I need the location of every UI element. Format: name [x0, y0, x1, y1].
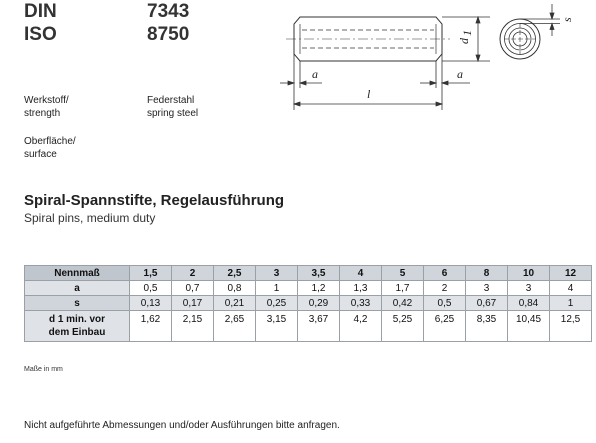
table-cell: 5,25: [382, 311, 424, 342]
header-cell: 8: [466, 266, 508, 281]
footer-note: Nicht aufgeführte Abmessungen und/oder Ausführungen bitte anfragen.: [24, 420, 340, 431]
header-cell: 4: [340, 266, 382, 281]
din-number: 7343: [147, 1, 190, 22]
header-cell: 12: [550, 266, 592, 281]
header-cell: 3: [256, 266, 298, 281]
surface-label-de: Oberfläche/: [24, 136, 76, 147]
s-label: s: [560, 17, 574, 22]
table-cell: 3,67: [298, 311, 340, 342]
material-label-en: strength: [24, 108, 61, 119]
table-cell: 3,15: [256, 311, 298, 342]
din-label: DIN: [24, 1, 57, 22]
table-row: [25, 296, 592, 311]
table-cell: 4: [550, 281, 592, 296]
table-cell: 1,7: [382, 281, 424, 296]
length-label: l: [367, 87, 371, 101]
header-cell: 1,5: [130, 266, 172, 281]
surface-label-en: surface: [24, 149, 57, 160]
a-label-left: a: [312, 67, 318, 81]
table-cell: 2,15: [172, 311, 214, 342]
table-row: [25, 311, 592, 342]
row-label-d1-line1: d 1 min. vor: [48, 314, 106, 325]
table-cell: 3: [466, 281, 508, 296]
pin-side-view: [286, 17, 450, 61]
table-cell: 8,35: [466, 311, 508, 342]
dimensions-table: [24, 265, 592, 342]
table-cell: 0,67: [466, 296, 508, 311]
table-cell: 1,2: [298, 281, 340, 296]
row-label-s: s: [25, 296, 130, 311]
product-subtitle: Spiral pins, medium duty: [24, 211, 156, 225]
table-cell: 0,25: [256, 296, 298, 311]
row-label-a: a: [25, 281, 130, 296]
table-cell: 6,25: [424, 311, 466, 342]
table-cell: 0,8: [214, 281, 256, 296]
table-cell: 3: [508, 281, 550, 296]
table-cell: 1: [256, 281, 298, 296]
table-cell: 0,5: [424, 296, 466, 311]
d1-label: d: [457, 38, 471, 44]
table-cell: 2,65: [214, 311, 256, 342]
technical-drawing: [0, 0, 596, 120]
table-cell: 0,21: [214, 296, 256, 311]
table-cell: 0,29: [298, 296, 340, 311]
header-cell: 10: [508, 266, 550, 281]
header-label-cell: Nennmaß: [25, 266, 130, 281]
table-cell: 10,45: [508, 311, 550, 342]
header-cell: 2: [172, 266, 214, 281]
row-label-d1-line2: dem Einbau: [48, 327, 106, 338]
units-note: Maße in mm: [24, 366, 63, 373]
table-cell: 12,5: [550, 311, 592, 342]
table-cell: 0,7: [172, 281, 214, 296]
table-cell: 0,33: [340, 296, 382, 311]
table-cell: 1,62: [130, 311, 172, 342]
header-cell: 5: [382, 266, 424, 281]
table-cell: 4,2: [340, 311, 382, 342]
table-cell: 2: [424, 281, 466, 296]
iso-label: ISO: [24, 24, 57, 45]
a-dimension-right: [420, 54, 470, 110]
d1-subscript: 1: [460, 30, 474, 36]
table-row: [25, 281, 592, 296]
table-cell: 0,84: [508, 296, 550, 311]
table-cell: 1: [550, 296, 592, 311]
a-label-right: a: [457, 67, 463, 81]
material-value-de: Federstahl: [147, 95, 195, 106]
product-title: Spiral-Spannstifte, Regelausführung: [24, 192, 285, 209]
iso-number: 8750: [147, 24, 190, 45]
header-cell: 3,5: [298, 266, 340, 281]
table-cell: 0,42: [382, 296, 424, 311]
table-cell: 0,5: [130, 281, 172, 296]
material-label-de: Werkstoff/: [24, 95, 69, 106]
table-cell: 0,17: [172, 296, 214, 311]
header-cell: 2,5: [214, 266, 256, 281]
header-cell: 6: [424, 266, 466, 281]
table-header-row: [25, 266, 592, 281]
material-value-en: spring steel: [147, 108, 199, 119]
table-cell: 0,13: [130, 296, 172, 311]
row-label-d1: [25, 311, 130, 342]
table-cell: 1,3: [340, 281, 382, 296]
pin-end-view: [500, 19, 540, 59]
